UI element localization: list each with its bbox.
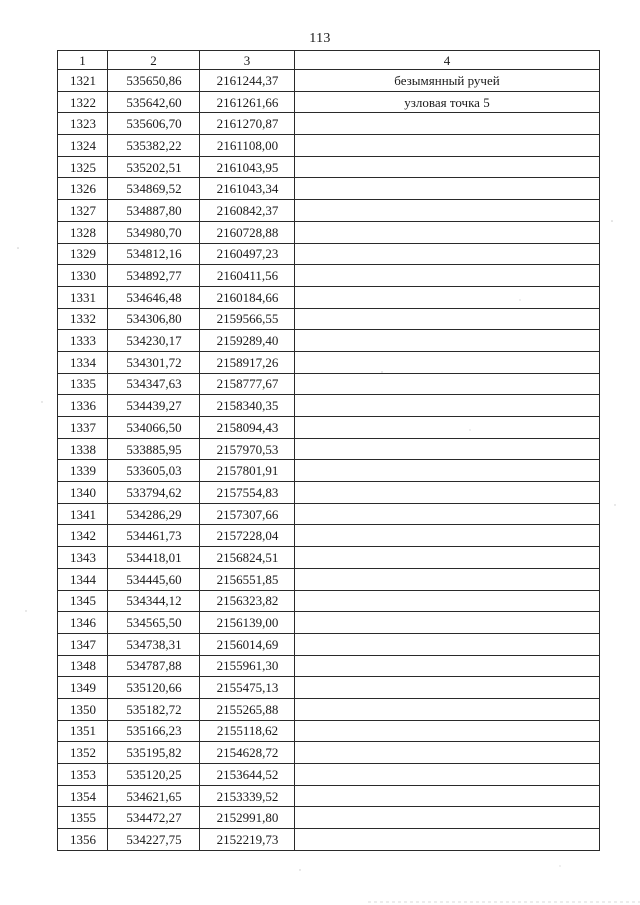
table-row: [58, 612, 600, 634]
note-cell: узловая точка 5: [295, 91, 600, 113]
point-number-cell: 1322: [58, 91, 108, 113]
note-cell: [295, 113, 600, 135]
x-coordinate-cell: 535120,25: [108, 764, 200, 786]
note-cell: [295, 395, 600, 417]
table-row: [58, 113, 600, 135]
y-coordinate-cell: 2159566,55: [200, 308, 295, 330]
y-coordinate-cell: 2159289,40: [200, 330, 295, 352]
point-number-cell: 1333: [58, 330, 108, 352]
column-header-1: 1: [58, 51, 108, 70]
y-coordinate-cell: 2157307,66: [200, 503, 295, 525]
table-row: [58, 243, 600, 265]
note-cell: [295, 438, 600, 460]
note-cell: [295, 633, 600, 655]
point-number-cell: 1321: [58, 70, 108, 92]
x-coordinate-cell: 534812,16: [108, 243, 200, 265]
note-cell: [295, 590, 600, 612]
note-cell: [295, 221, 600, 243]
x-coordinate-cell: 534286,29: [108, 503, 200, 525]
x-coordinate-cell: 533605,03: [108, 460, 200, 482]
table-row: [58, 720, 600, 742]
x-coordinate-cell: 534892,77: [108, 265, 200, 287]
point-number-cell: 1349: [58, 677, 108, 699]
note-cell: [295, 200, 600, 222]
note-cell: [295, 243, 600, 265]
table-row: [58, 91, 600, 113]
note-cell: [295, 265, 600, 287]
point-number-cell: 1347: [58, 633, 108, 655]
x-coordinate-cell: 534418,01: [108, 547, 200, 569]
note-cell: [295, 308, 600, 330]
note-cell: [295, 785, 600, 807]
table-row: [58, 503, 600, 525]
point-number-cell: 1354: [58, 785, 108, 807]
x-coordinate-cell: 534980,70: [108, 221, 200, 243]
y-coordinate-cell: 2155118,62: [200, 720, 295, 742]
note-cell: [295, 156, 600, 178]
y-coordinate-cell: 2152219,73: [200, 829, 295, 851]
point-number-cell: 1332: [58, 308, 108, 330]
x-coordinate-cell: 535120,66: [108, 677, 200, 699]
x-coordinate-cell: 534565,50: [108, 612, 200, 634]
y-coordinate-cell: 2158777,67: [200, 373, 295, 395]
table-row: [58, 135, 600, 157]
point-number-cell: 1337: [58, 417, 108, 439]
x-coordinate-cell: 534621,65: [108, 785, 200, 807]
note-cell: [295, 135, 600, 157]
point-number-cell: 1334: [58, 351, 108, 373]
x-coordinate-cell: 535195,82: [108, 742, 200, 764]
point-number-cell: 1343: [58, 547, 108, 569]
point-number-cell: 1356: [58, 829, 108, 851]
point-number-cell: 1340: [58, 482, 108, 504]
note-cell: [295, 742, 600, 764]
note-cell: [295, 286, 600, 308]
point-number-cell: 1339: [58, 460, 108, 482]
note-cell: [295, 351, 600, 373]
y-coordinate-cell: 2161108,00: [200, 135, 295, 157]
table-header-row: [58, 51, 600, 70]
x-coordinate-cell: 535642,60: [108, 91, 200, 113]
point-number-cell: 1348: [58, 655, 108, 677]
table-row: [58, 286, 600, 308]
table-row: [58, 829, 600, 851]
y-coordinate-cell: 2157970,53: [200, 438, 295, 460]
point-number-cell: 1345: [58, 590, 108, 612]
note-cell: [295, 568, 600, 590]
x-coordinate-cell: 535182,72: [108, 698, 200, 720]
table-row: [58, 156, 600, 178]
note-cell: [295, 612, 600, 634]
x-coordinate-cell: 534344,12: [108, 590, 200, 612]
x-coordinate-cell: 534472,27: [108, 807, 200, 829]
y-coordinate-cell: 2160842,37: [200, 200, 295, 222]
y-coordinate-cell: 2161244,37: [200, 70, 295, 92]
note-cell: [295, 677, 600, 699]
column-header-3: 3: [200, 51, 295, 70]
y-coordinate-cell: 2160411,56: [200, 265, 295, 287]
table-row: [58, 655, 600, 677]
y-coordinate-cell: 2158094,43: [200, 417, 295, 439]
table-row: [58, 351, 600, 373]
y-coordinate-cell: 2152991,80: [200, 807, 295, 829]
y-coordinate-cell: 2157801,91: [200, 460, 295, 482]
y-coordinate-cell: 2155961,30: [200, 655, 295, 677]
note-cell: [295, 698, 600, 720]
x-coordinate-cell: 534439,27: [108, 395, 200, 417]
x-coordinate-cell: 534461,73: [108, 525, 200, 547]
table-row: [58, 373, 600, 395]
table-row: [58, 438, 600, 460]
y-coordinate-cell: 2156824,51: [200, 547, 295, 569]
table-row: [58, 525, 600, 547]
point-number-cell: 1342: [58, 525, 108, 547]
y-coordinate-cell: 2155475,13: [200, 677, 295, 699]
point-number-cell: 1353: [58, 764, 108, 786]
y-coordinate-cell: 2154628,72: [200, 742, 295, 764]
y-coordinate-cell: 2155265,88: [200, 698, 295, 720]
table-row: [58, 221, 600, 243]
note-cell: [295, 503, 600, 525]
table-row: [58, 568, 600, 590]
note-cell: [295, 373, 600, 395]
note-cell: безымянный ручей: [295, 70, 600, 92]
point-number-cell: 1331: [58, 286, 108, 308]
x-coordinate-cell: 534738,31: [108, 633, 200, 655]
table-row: [58, 764, 600, 786]
table-row: [58, 417, 600, 439]
x-coordinate-cell: 535166,23: [108, 720, 200, 742]
x-coordinate-cell: 534301,72: [108, 351, 200, 373]
y-coordinate-cell: 2153644,52: [200, 764, 295, 786]
x-coordinate-cell: 534066,50: [108, 417, 200, 439]
x-coordinate-cell: 535382,22: [108, 135, 200, 157]
table-row: [58, 265, 600, 287]
point-number-cell: 1350: [58, 698, 108, 720]
note-cell: [295, 417, 600, 439]
point-number-cell: 1330: [58, 265, 108, 287]
x-coordinate-cell: 534869,52: [108, 178, 200, 200]
x-coordinate-cell: 534787,88: [108, 655, 200, 677]
table-row: [58, 677, 600, 699]
point-number-cell: 1355: [58, 807, 108, 829]
y-coordinate-cell: 2158917,26: [200, 351, 295, 373]
x-coordinate-cell: 534887,80: [108, 200, 200, 222]
note-cell: [295, 720, 600, 742]
x-coordinate-cell: 534646,48: [108, 286, 200, 308]
x-coordinate-cell: 534230,17: [108, 330, 200, 352]
x-coordinate-cell: 535202,51: [108, 156, 200, 178]
x-coordinate-cell: 535606,70: [108, 113, 200, 135]
y-coordinate-cell: 2161043,34: [200, 178, 295, 200]
point-number-cell: 1323: [58, 113, 108, 135]
point-number-cell: 1335: [58, 373, 108, 395]
y-coordinate-cell: 2158340,35: [200, 395, 295, 417]
point-number-cell: 1346: [58, 612, 108, 634]
note-cell: [295, 655, 600, 677]
y-coordinate-cell: 2161270,87: [200, 113, 295, 135]
table-row: [58, 330, 600, 352]
y-coordinate-cell: 2153339,52: [200, 785, 295, 807]
table-row: [58, 633, 600, 655]
y-coordinate-cell: 2160728,88: [200, 221, 295, 243]
point-number-cell: 1329: [58, 243, 108, 265]
x-coordinate-cell: 534445,60: [108, 568, 200, 590]
coordinates-table: [57, 50, 600, 851]
y-coordinate-cell: 2156551,85: [200, 568, 295, 590]
note-cell: [295, 829, 600, 851]
point-number-cell: 1326: [58, 178, 108, 200]
point-number-cell: 1324: [58, 135, 108, 157]
y-coordinate-cell: 2157554,83: [200, 482, 295, 504]
point-number-cell: 1328: [58, 221, 108, 243]
page-number: 113: [309, 31, 331, 46]
x-coordinate-cell: 535650,86: [108, 70, 200, 92]
point-number-cell: 1351: [58, 720, 108, 742]
x-coordinate-cell: 533794,62: [108, 482, 200, 504]
note-cell: [295, 764, 600, 786]
y-coordinate-cell: 2157228,04: [200, 525, 295, 547]
point-number-cell: 1336: [58, 395, 108, 417]
point-number-cell: 1344: [58, 568, 108, 590]
table-row: [58, 590, 600, 612]
note-cell: [295, 547, 600, 569]
table-row: [58, 482, 600, 504]
column-header-4: 4: [295, 51, 600, 70]
note-cell: [295, 460, 600, 482]
table-row: [58, 460, 600, 482]
table-row: [58, 308, 600, 330]
point-number-cell: 1327: [58, 200, 108, 222]
y-coordinate-cell: 2156139,00: [200, 612, 295, 634]
table-row: [58, 785, 600, 807]
table-row: [58, 547, 600, 569]
y-coordinate-cell: 2161043,95: [200, 156, 295, 178]
note-cell: [295, 525, 600, 547]
point-number-cell: 1338: [58, 438, 108, 460]
y-coordinate-cell: 2156014,69: [200, 633, 295, 655]
point-number-cell: 1352: [58, 742, 108, 764]
y-coordinate-cell: 2161261,66: [200, 91, 295, 113]
note-cell: [295, 330, 600, 352]
table-row: [58, 200, 600, 222]
point-number-cell: 1325: [58, 156, 108, 178]
x-coordinate-cell: 533885,95: [108, 438, 200, 460]
x-coordinate-cell: 534306,80: [108, 308, 200, 330]
y-coordinate-cell: 2160497,23: [200, 243, 295, 265]
table-body: [58, 70, 600, 851]
note-cell: [295, 482, 600, 504]
table-row: [58, 178, 600, 200]
x-coordinate-cell: 534227,75: [108, 829, 200, 851]
table-row: [58, 698, 600, 720]
y-coordinate-cell: 2156323,82: [200, 590, 295, 612]
y-coordinate-cell: 2160184,66: [200, 286, 295, 308]
x-coordinate-cell: 534347,63: [108, 373, 200, 395]
column-header-2: 2: [108, 51, 200, 70]
note-cell: [295, 178, 600, 200]
table-row: [58, 395, 600, 417]
table-row: [58, 742, 600, 764]
table-row: [58, 70, 600, 92]
table-row: [58, 807, 600, 829]
point-number-cell: 1341: [58, 503, 108, 525]
note-cell: [295, 807, 600, 829]
